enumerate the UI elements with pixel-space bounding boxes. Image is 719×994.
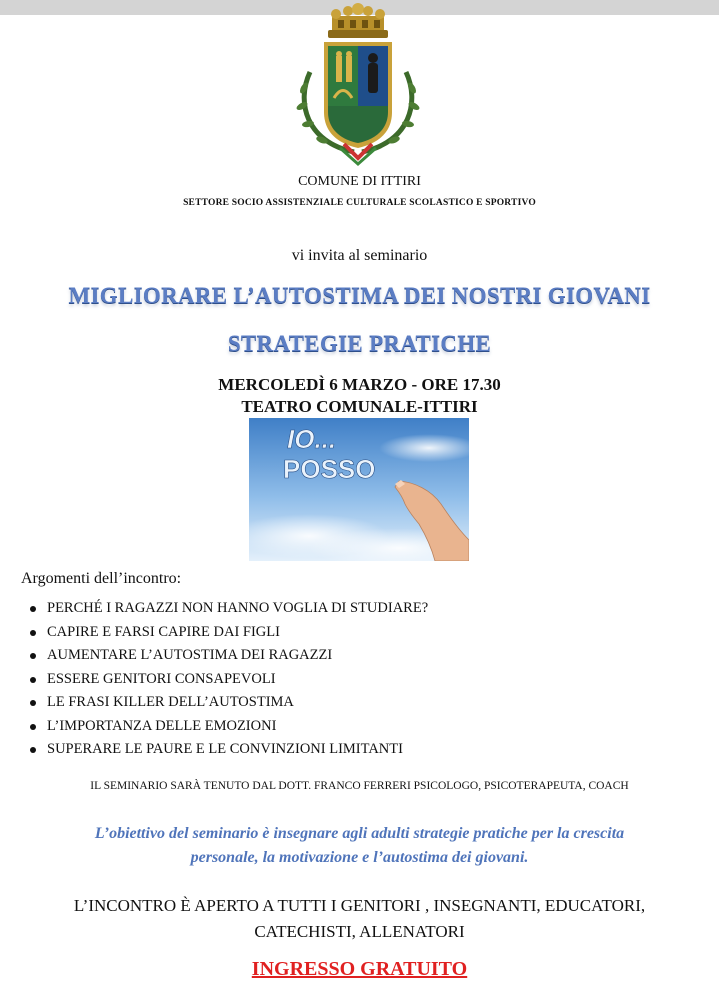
list-item: LE FRASI KILLER DELL’AUTOSTIMA xyxy=(30,691,690,715)
io-posso-image xyxy=(249,418,469,561)
speaker-info: IL SEMINARIO SARÀ TENUTO DAL DOTT. FRANCO FERRERI PSICOLOGO, PSICOTERAPEUTA, COACH xyxy=(90,780,629,792)
list-item: AUMENTARE L’AUTOSTIMA DEI RAGAZZI xyxy=(30,644,690,668)
admission-notice: INGRESSO GRATUITO xyxy=(251,958,468,980)
event-datetime: MERCOLEDÌ 6 MARZO - ORE 17.30 xyxy=(218,375,501,394)
seminar-objective xyxy=(0,822,719,870)
bullet-icon xyxy=(30,630,36,636)
image-text-line1: IO... xyxy=(287,424,337,454)
objective-line1: L’obiettivo del seminario è insegnare agli adulti strategie pratiche per la crescita xyxy=(94,825,625,842)
bullet-icon xyxy=(30,724,36,730)
objective-line2: personale, la motivazione e l’autostima dei giovani. xyxy=(190,849,529,866)
seminar-title: MIGLIORARE L’AUTOSTIMA DEI NOSTRI GIOVANI xyxy=(68,283,651,308)
topics-list xyxy=(30,597,690,762)
invite-text: vi invita al seminario xyxy=(291,247,428,264)
bullet-icon xyxy=(30,606,36,612)
bullet-icon xyxy=(30,747,36,753)
list-item: CAPIRE E FARSI CAPIRE DAI FIGLI xyxy=(30,621,690,645)
list-item: SUPERARE LE PAURE E LE CONVINZIONI LIMITANTI xyxy=(30,738,690,762)
bullet-icon xyxy=(30,653,36,659)
department-name: SETTORE SOCIO ASSISTENZIALE CULTURALE SCOLASTICO E SPORTIVO xyxy=(183,198,536,208)
audience-line1: L’INCONTRO È APERTO A TUTTI I GENITORI , INSEGNANTI, EDUCATORI, xyxy=(73,896,646,915)
municipal-crest-icon xyxy=(288,2,428,170)
event-venue: TEATRO COMUNALE-ITTIRI xyxy=(241,397,478,416)
municipality-name: COMUNE DI ITTIRI xyxy=(298,174,421,189)
audience-line2: CATECHISTI, ALLENATORI xyxy=(254,922,465,941)
list-item: PERCHÉ I RAGAZZI NON HANNO VOGLIA DI STUDIARE? xyxy=(30,597,690,621)
topics-heading: Argomenti dell’incontro: xyxy=(21,570,182,587)
list-item: L’IMPORTANZA DELLE EMOZIONI xyxy=(30,715,690,739)
bullet-icon xyxy=(30,700,36,706)
bullet-icon xyxy=(30,677,36,683)
seminar-subtitle: STRATEGIE PRATICHE xyxy=(227,331,492,356)
image-text-line2: POSSO xyxy=(283,454,376,484)
list-item: ESSERE GENITORI CONSAPEVOLI xyxy=(30,668,690,692)
audience-info xyxy=(0,893,719,945)
crown-icon xyxy=(328,3,388,38)
